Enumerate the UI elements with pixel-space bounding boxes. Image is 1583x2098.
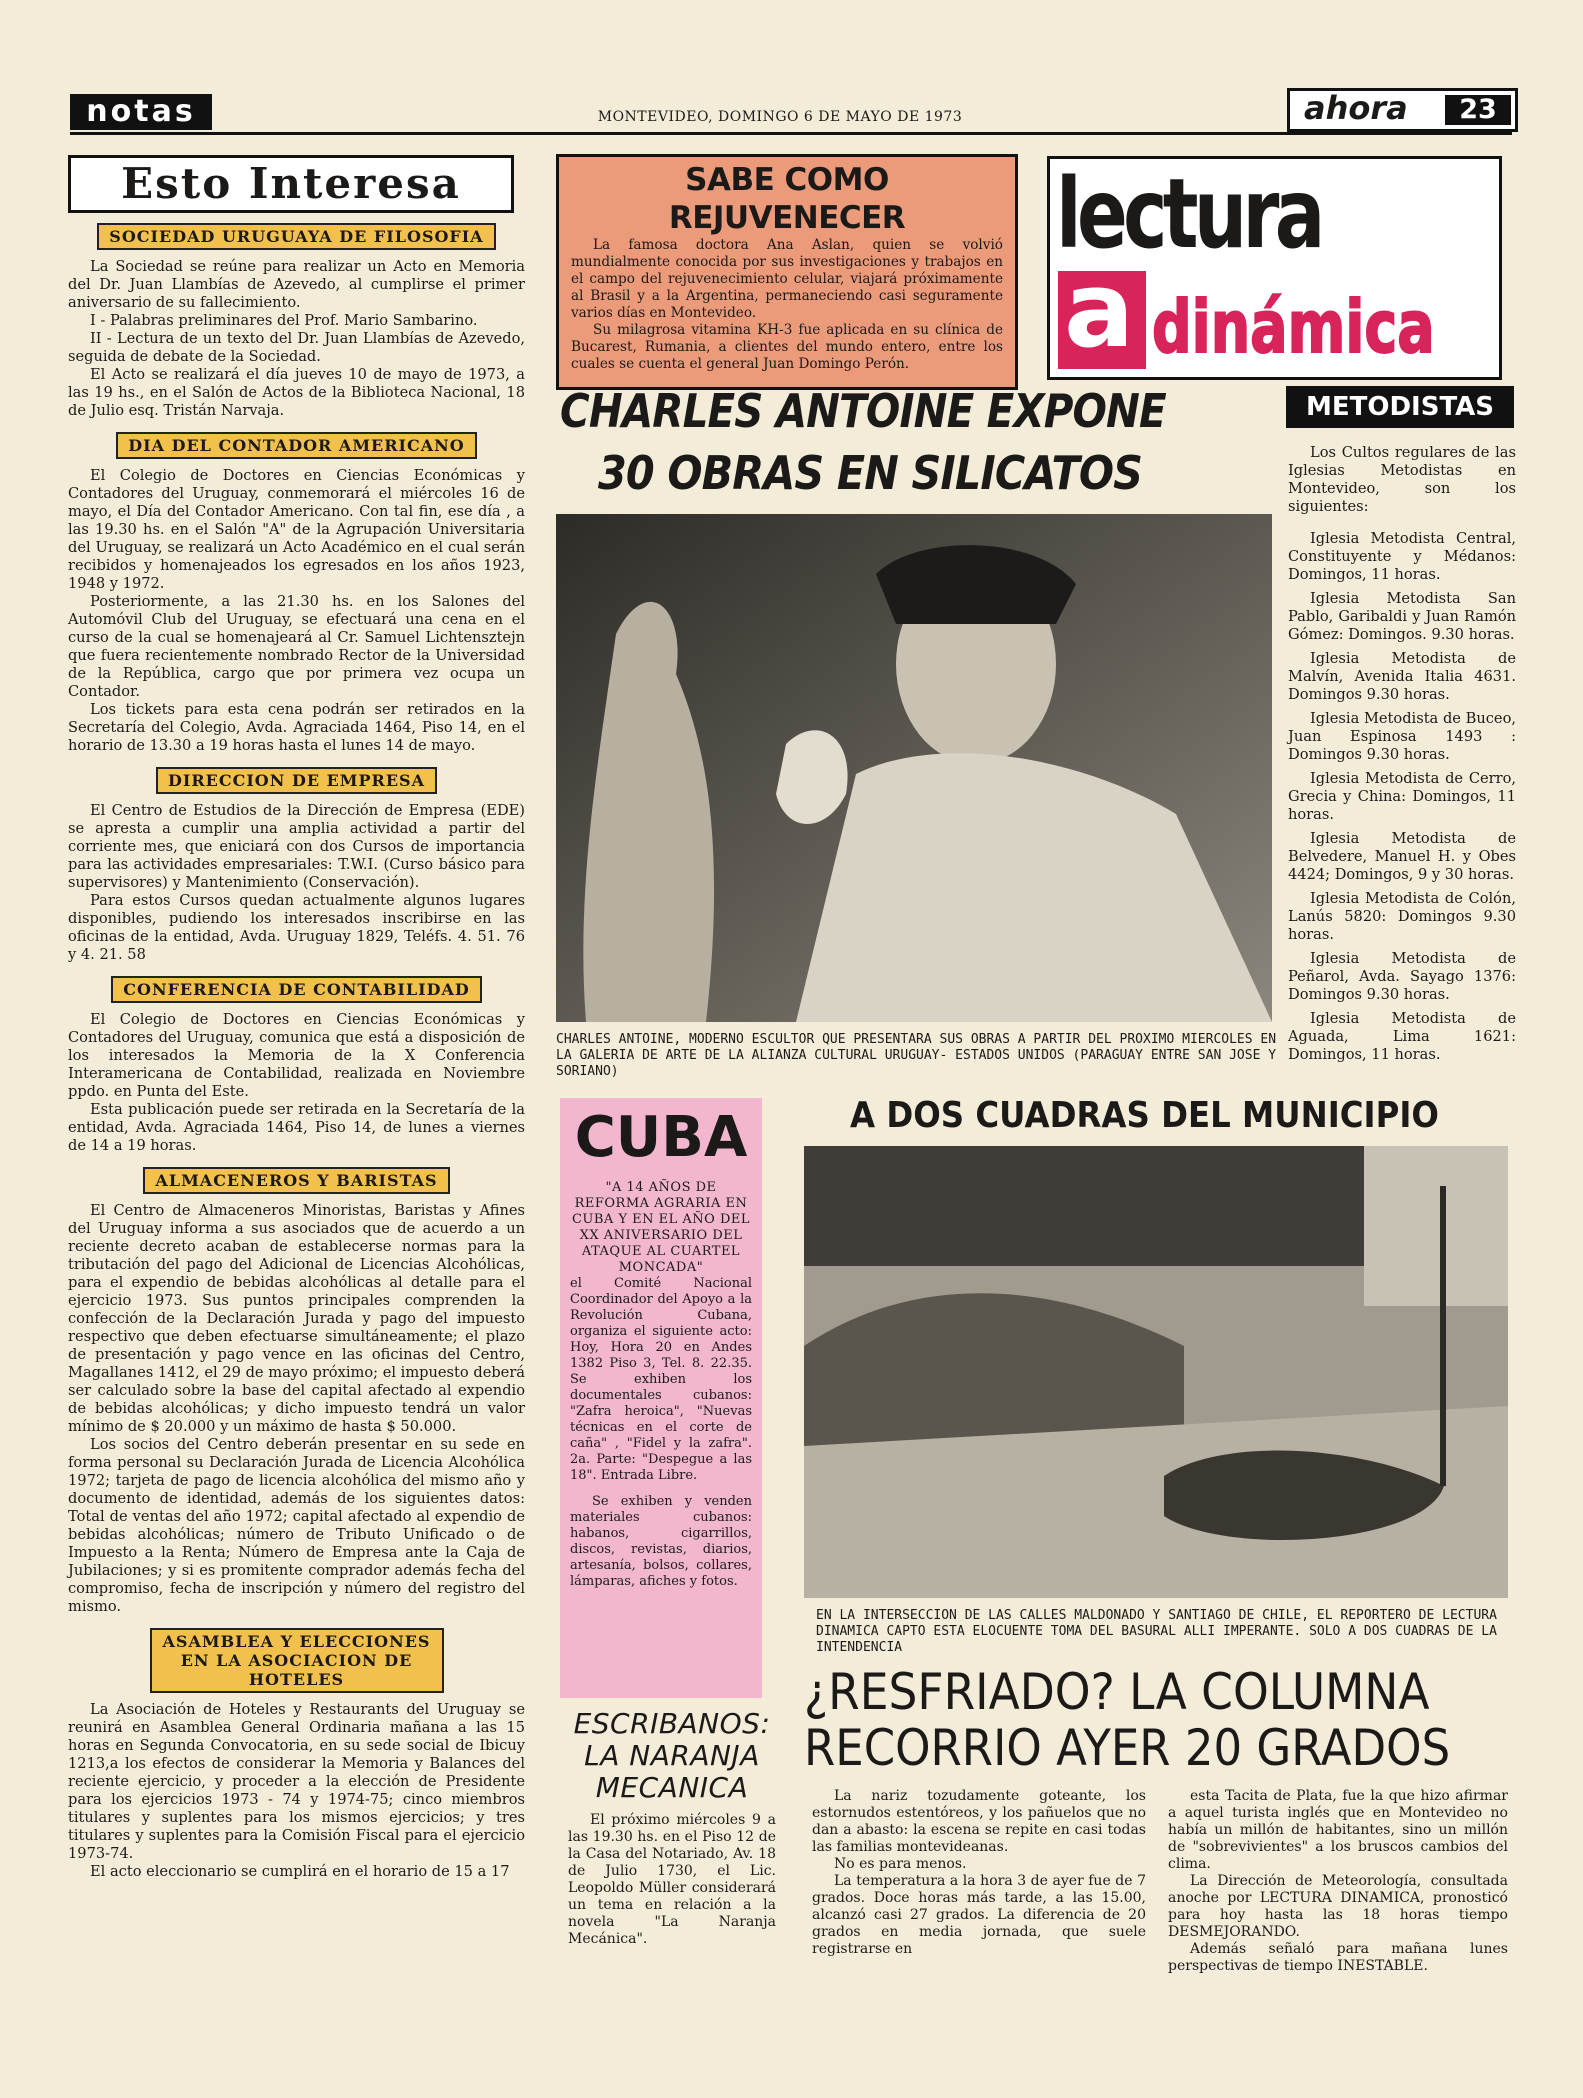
resfriado-col-1 xyxy=(812,1788,1146,1958)
paragraph: El Colegio de Doctores en Ciencias Económicas y Contadores del Uruguay, conmemorará el miércoles 16 de mayo, el Día del Contador Americano. Con tal fin, ese día , a las 19.30 hs. en el Salón "A" de la Agrupación Universitaria del Uruguay, se realizará un Acto Académico en el cual serán recibidos y homenajeados los egresados en los años 1923, 1948 y 1972. xyxy=(68,467,525,592)
municipio-headline: A DOS CUADRAS DEL MUNICIPIO xyxy=(850,1095,1439,1136)
basural-caption: EN LA INTERSECCION DE LAS CALLES MALDONADO Y SANTIAGO DE CHILE, EL REPORTERO DE LECTURA DINAMICA CAPTO ESTA ELOCUENTE TOMA DEL BASURAL ALLI IMPERANTE. SOLO A DOS CUADRAS DE LA INTENDENCIA xyxy=(816,1608,1497,1655)
paragraph: Posteriormente, a las 21.30 hs. en los Salones del Automóvil Club del Uruguay, se efectuará una cena en el curso de la cual se homenajeará al Cr. Samuel Lichtensztejn que fuera recientemente nombrado Rector de la Universidad de la República, cargo que por primera vez ocupa un Contador. xyxy=(68,593,525,700)
church-item: Iglesia Metodista de Belvedere, Manuel H. y Obes 4424; Domingos, 9 y 30 horas. xyxy=(1288,830,1516,883)
church-item: Iglesia Metodista de Malvín, Avenida Italia 4631. Domingos 9.30 horas. xyxy=(1288,650,1516,703)
paragraph: El Centro de Almaceneros Minoristas, Baristas y Afines del Uruguay informa a sus asociados que de acuerdo a un reciente decreto acaban de establecerse normas para la tributación del pago del Adicional de Licencias Alcohólicas, para el expendio de bebidas alcohólicas al detalle para el ejercicio 1973. Sus puntos principales comprenden la confección de la Declaración Jurada y pago del impuesto respectivo que deben efectuarse simultáneamente; el plazo de presentación y pago vence en las oficinas del Centro, Magallanes 1412, el 29 de mayo próximo; el impuesto deberá ser calculado sobre la base del capital afectado al expendio de bebidas alcohólicas; y dicho impuesto tendrá un valor mínimo de $ 20.000 y un máximo de hasta $ 50.000. xyxy=(68,1202,525,1435)
section-heading: DIA DEL CONTADOR AMERICANO xyxy=(116,432,476,459)
basural-photo xyxy=(804,1146,1508,1598)
cuba-lead: "A 14 AÑOS DE REFORMA AGRARIA EN CUBA Y EN EL AÑO DEL XX ANIVERSARIO DEL ATAQUE AL CUARTEL MONCADA" xyxy=(571,1180,751,1275)
section-filosofia xyxy=(68,223,525,250)
logo-word-dinamica: dinámica xyxy=(1152,285,1435,369)
section-heading: DIRECCION DE EMPRESA xyxy=(156,767,437,794)
esto-interesa-title: Esto Interesa xyxy=(68,155,514,213)
brand-name: ahora xyxy=(1304,89,1408,127)
paragraph: I - Palabras preliminares del Prof. Mario Sambarino. xyxy=(90,312,478,329)
paragraph: Los socios del Centro deberán presentar en su sede en forma personal su Declaración Jurada de Licencia Alcohólica 1972; tarjeta de pago de licencia alcohólica del mismo año y documento de identidad, además de los siguientes datos: Total de ventas del año 1972; capital afectado al expendio de bebidas alcohólicas; número de Tributo Unificado o de Impuesto a la Renta; Número de Empresa ante la Caja de Jubilaciones; y si es promitente comprador además fecha del compromiso, fecha de inscripción y número del registro del mismo. xyxy=(68,1436,525,1615)
cuba-body-2: Se exhiben y venden materiales cubanos: habanos, cigarrillos, discos, revistas, diarios, artesanía, bolsos, collares, lámparas, afiches y fotos. xyxy=(570,1494,752,1589)
logo-letter-a xyxy=(1058,249,1146,371)
charles-headline-1: CHARLES ANTOINE EXPONE xyxy=(560,384,1166,438)
paragraph: Además señaló para mañana lunes perspectivas de tiempo INESTABLE. xyxy=(1168,1941,1508,1974)
church-item: Iglesia Metodista San Pablo, Garibaldi y Juan Ramón Gómez: Domingos. 9.30 horas. xyxy=(1288,590,1516,643)
sculptor-photo-image xyxy=(556,514,1272,1022)
section-hoteles-body xyxy=(68,1701,525,1881)
paragraph: II - Lectura de un texto del Dr. Juan Llambías de Azevedo, seguida de debate de la Sociedad. xyxy=(68,330,525,365)
section-filosofia-body xyxy=(68,258,525,420)
dateline: MONTEVIDEO, DOMINGO 6 DE MAYO DE 1973 xyxy=(597,109,963,125)
paragraph: Su milagrosa vitamina KH-3 fue aplicada en su clínica de Bucarest, Rumania, a clientes del mundo entero, entre los cuales se cuenta el general Juan Domingo Perón. xyxy=(571,322,1003,372)
church-item: Iglesia Metodista de Aguada, Lima 1621: Domingos, 11 horas. xyxy=(1288,1010,1516,1063)
section-contabilidad-body xyxy=(68,1011,525,1155)
paragraph: La temperatura a la hora 3 de ayer fue de 7 grados. Doce horas más tarde, a las 15.00, alcanzó casi 27 grados. La diferencia de 20 grados en media jornada, que suele registrarse en xyxy=(812,1873,1146,1957)
paragraph: Para estos Cursos quedan actualmente algunos lugares disponibles, pudiendo los interesados inscribirse en las oficinas de la entidad, Avda. Uruguay 1829, Teléfs. 4. 51. 76 y 4. 21. 58 xyxy=(68,892,525,963)
paragraph: El Acto se realizará el día jueves 10 de mayo de 1973, a las 19 hs., en el Salón de Actos de la Biblioteca Nacional, 18 de Julio esq. Tristán Narvaja. xyxy=(68,366,525,419)
section-heading: ALMACENEROS Y BARISTAS xyxy=(143,1167,449,1194)
section-almaceneros xyxy=(68,1167,525,1194)
rejuvenecer-box xyxy=(556,154,1018,390)
section-tag: notas xyxy=(70,94,212,130)
paragraph: La Dirección de Meteorología, consultada anoche por LECTURA DINAMICA, pronosticó para hoy hasta las 18 horas tiempo DESMEJORANDO. xyxy=(1168,1873,1508,1940)
metodistas-list xyxy=(1288,444,1516,1070)
paragraph: El Colegio de Doctores en Ciencias Económicas y Contadores del Uruguay, comunica que está a disposición de los interesados la Memoria de la X Conferencia Interamericana de Contabilidad, realizada en Noviembre ppdo. en Punta del Este. xyxy=(68,1011,525,1100)
cuba-body: el Comité Nacional Coordinador del Apoyo a la Revolución Cubana, organiza el siguiente acto: Hoy, Hora 20 en Andes 1382 Piso 3, Tel. 8. 22.35. Se exhiben los documentales cubanos: "Zafra heroica", "Nuevas técnicas en el corte de caña" , "Fidel y la zafra". 2a. Parte: "Despegue a las 18". Entrada Libre. xyxy=(570,1276,752,1483)
section-contador xyxy=(68,432,525,459)
page-number: 23 xyxy=(1445,95,1511,125)
paragraph: La famosa doctora Ana Aslan, quien se volvió mundialmente conocida por sus investigaciones y trabajos en el campo del rejuvenecimiento celular, viajará próximamente al Brasil y a la Argentina, permaneciendo casi seguramente varios días en Montevideo. xyxy=(571,237,1003,321)
cuba-box xyxy=(560,1098,762,1698)
resfriado-col-2 xyxy=(1168,1788,1508,1975)
resfriado-headline-1: ¿RESFRIADO? LA COLUMNA xyxy=(804,1663,1430,1721)
metodistas-title: METODISTAS xyxy=(1286,386,1514,428)
church-item: Iglesia Metodista de Buceo, Juan Espinosa 1493 : Domingos 9.30 horas. xyxy=(1288,710,1516,763)
sculptor-caption: CHARLES ANTOINE, MODERNO ESCULTOR QUE PRESENTARA SUS OBRAS A PARTIR DEL PROXIMO MIERCOLES EN LA GALERIA DE ARTE DE LA ALIANZA CULTURAL URUGUAY- ESTADOS UNIDOS (PARAGUAY ENTRE SAN JOSE Y SORIANO) xyxy=(556,1032,1277,1079)
church-item: Iglesia Metodista Central, Constituyente y Médanos: Domingos, 11 horas. xyxy=(1288,530,1516,583)
cuba-title: CUBA xyxy=(574,1105,748,1170)
paragraph: La Sociedad se reúne para realizar un Acto en Memoria del Dr. Juan Llambías de Azevedo, al cumplirse el primer aniversario de su fallecimiento. xyxy=(68,258,525,311)
paragraph: esta Tacita de Plata, fue la que hizo afirmar a aquel turista inglés que en Montevideo no había un millón de habitantes, sino un millón de "sobrevivientes" a los bruscos cambios del clima. xyxy=(1168,1788,1508,1872)
section-empresa xyxy=(68,767,525,794)
section-empresa-body xyxy=(68,802,525,964)
section-contabilidad xyxy=(68,976,525,1003)
section-heading: SOCIEDAD URUGUAYA DE FILOSOFIA xyxy=(97,223,495,250)
escribanos-body: El próximo miércoles 9 a las 19.30 hs. en el Piso 12 de la Casa del Notariado, Av. 18 de Julio 1730, el Lic. Leopoldo Müller considerará un tema en relación a la novela "La Naranja Mecánica". xyxy=(568,1812,776,1947)
church-item: Iglesia Metodista de Colón, Lanús 5820: Domingos 9.30 horas. xyxy=(1288,890,1516,943)
section-heading: CONFERENCIA DE CONTABILIDAD xyxy=(111,976,481,1003)
rejuvenecer-title: SABE COMO REJUVENECER xyxy=(668,162,906,236)
paragraph: No es para menos. xyxy=(834,1856,967,1872)
metodistas-intro: Los Cultos regulares de las Iglesias Metodistas en Montevideo, son los siguientes: xyxy=(1288,444,1516,515)
church-item: Iglesia Metodista de Cerro, Grecia y China: Domingos, 11 horas. xyxy=(1288,770,1516,823)
esto-interesa-column xyxy=(68,155,525,1881)
paragraph: Esta publicación puede ser retirada en la Secretaría de la entidad, Avda. Agraciada 1464, Piso 14, de lunes a viernes de 14 a 19 horas. xyxy=(68,1101,525,1154)
paragraph: La Asociación de Hoteles y Restaurants del Uruguay se reunirá en Asamblea General Ordinaria mañana a las 15 horas en Segunda Convocatoria, en su sede social de Ibicuy 1213,a los efectos de considerar la Memoria y Balances del reciente ejercicio, y proceder a la elección de Presidente para los ejercicios 1973 - 74 y 1974-75; cinco miembros titulares y suplentes para los mismos ejercicios; y tres titulares y suplentes para la Comisión Fiscal para el ejercicio 1973-74. xyxy=(68,1701,525,1862)
section-hoteles xyxy=(68,1628,525,1693)
charles-headline-2: 30 OBRAS EN SILICATOS xyxy=(598,446,1143,500)
paragraph: La nariz tozudamente goteante, los estornudos estentóreos, y los pañuelos que no dan a abasto: la escena se repite en casi todas las familias montevideanas. xyxy=(812,1788,1146,1855)
lectura-dinamica-logo xyxy=(1047,156,1502,380)
basural-photo-image xyxy=(804,1146,1508,1598)
paragraph: El Centro de Estudios de la Dirección de Empresa (EDE) se apresta a cumplir una amplia actividad a partir del corriente mes, que eniciará con dos Cursos de importancia para las actividades empresariales: T.W.I. (Curso básico para supervisores) y Mantenimiento (Conservación). xyxy=(68,802,525,891)
resfriado-headline-2: RECORRIO AYER 20 GRADOS xyxy=(804,1719,1451,1777)
church-item: Iglesia Metodista de Peñarol, Avda. Sayago 1376: Domingos 9.30 horas. xyxy=(1288,950,1516,1003)
brand-box xyxy=(1287,88,1518,132)
logo-word-lectura: lectura xyxy=(1056,158,1321,270)
section-heading: ASAMBLEA Y ELECCIONES EN LA ASOCIACION DE HOTELES xyxy=(150,1628,444,1693)
section-contador-body xyxy=(68,467,525,755)
escribanos-block xyxy=(568,1708,776,1948)
masthead-rule xyxy=(70,132,1512,135)
escribanos-title: ESCRIBANOS: LA NARANJA MECANICA xyxy=(573,1707,771,1804)
paragraph: El acto eleccionario se cumplirá en el horario de 15 a 17 xyxy=(90,1863,510,1880)
paragraph: Los tickets para esta cena podrán ser retirados en la Secretaría del Colegio, Avda. Agraciada 1464, Piso 14, en el horario de 13.30 a 19 horas hasta el lunes 14 de mayo. xyxy=(68,701,525,754)
logo-letter: a xyxy=(1064,249,1135,371)
sculptor-photo xyxy=(556,514,1272,1022)
section-almaceneros-body xyxy=(68,1202,525,1616)
